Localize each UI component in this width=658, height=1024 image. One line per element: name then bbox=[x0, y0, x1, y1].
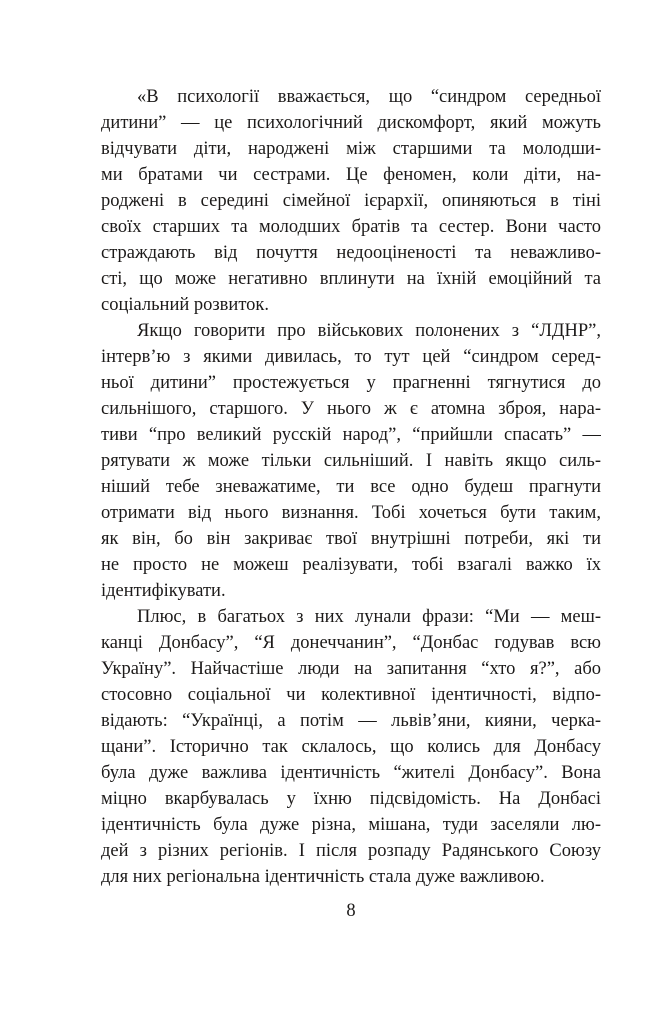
text-line: відчувати діти, народжені між старшими та молодши- bbox=[101, 139, 601, 159]
text-line: канці Донбасу”, “Я донеччанин”, “Донбас годував всю bbox=[101, 633, 601, 653]
page-number: 8 bbox=[346, 901, 356, 921]
text-line: тиви “про великий русскій народ”, “прийшли спасать” — bbox=[101, 425, 601, 445]
text-line: ідентифікувати. bbox=[101, 581, 226, 601]
text-line: була дуже важлива ідентичність “жителі Донбасу”. Вона bbox=[101, 763, 601, 783]
text-line: міцно вкарбувалась у їхню підсвідомість. На Донбасі bbox=[101, 789, 601, 809]
text-line: не просто не можеш реалізувати, тобі взагалі важко їх bbox=[101, 555, 601, 575]
text-line: ідентичність була дуже різна, мішана, туди заселяли лю- bbox=[101, 815, 601, 835]
text-line: ми братами чи сестрами. Це феномен, коли діти, на- bbox=[101, 165, 601, 185]
text-line: щани”. Історично так склалось, що колись для Донбасу bbox=[101, 737, 601, 757]
text-line: дей з різних регіонів. І після розпаду Радянського Союзу bbox=[101, 841, 601, 861]
text-line: Плюс, в багатьох з них лунали фрази: “Ми — меш- bbox=[137, 607, 601, 627]
text-line: Якщо говорити про військових полонених з “ЛДНР”, bbox=[137, 321, 601, 341]
text-line: рятувати ж може тільки сильніший. І навіть якщо силь- bbox=[101, 451, 601, 471]
text-line: дитини” — це психологічний дискомфорт, який можуть bbox=[101, 113, 601, 133]
page-text bbox=[101, 84, 601, 890]
text-line: як він, бо він закриває твої внутрішні потреби, які ти bbox=[101, 529, 601, 549]
text-line: сті, що може негативно вплинути на їхній емоційний та bbox=[101, 269, 601, 289]
text-line: «В психології вважається, що “синдром середньої bbox=[137, 87, 601, 107]
text-line: ньої дитини” простежується у прагненні тягнутися до bbox=[101, 373, 601, 393]
text-line: стосовно соціальної чи колективної ідентичності, відпо- bbox=[101, 685, 601, 705]
text-line: роджені в середині сімейної ієрархії, опиняються в тіні bbox=[101, 191, 601, 211]
text-line: ніший тебе зневажатиме, ти все одно будеш прагнути bbox=[101, 477, 601, 497]
text-line: отримати від нього визнання. Тобі хочеться бути таким, bbox=[101, 503, 601, 523]
text-line: сильнішого, старшого. У нього ж є атомна зброя, нара- bbox=[101, 399, 601, 419]
text-line: інтерв’ю з якими дивилась, то тут цей “синдром серед- bbox=[101, 347, 601, 367]
text-line: Україну”. Найчастіше люди на запитання “хто я?”, або bbox=[101, 659, 601, 679]
text-line: своїх старших та молодших братів та сестер. Вони часто bbox=[101, 217, 601, 237]
text-line: страждають від почуття недооціненості та неважливо- bbox=[101, 243, 601, 263]
text-line: відають: “Українці, а потім — львів’яни, кияни, черка- bbox=[101, 711, 601, 731]
text-line: соціальний розвиток. bbox=[101, 295, 270, 315]
text-line: для них регіональна ідентичність стала дуже важливою. bbox=[101, 867, 545, 887]
